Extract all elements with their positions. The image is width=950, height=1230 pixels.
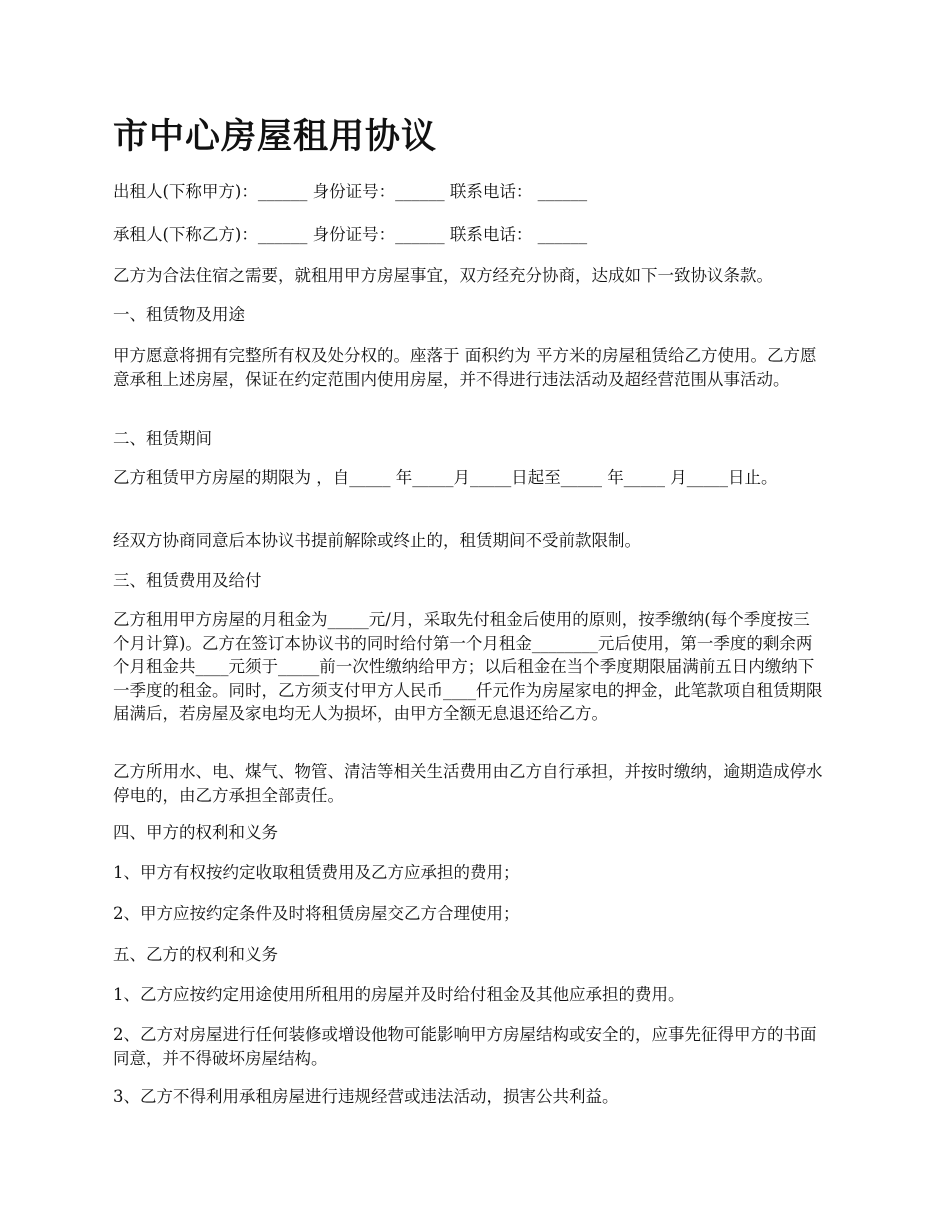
section-heading-1: 一、租赁物及用途 xyxy=(113,305,245,324)
lessor-right-1: 1、甲方有权按约定收取租赁费用及乙方应承担的费用； xyxy=(113,863,520,882)
rent-payment-paragraph: 乙方租用甲方房屋的月租金为_____元/月，采取先付租金后使用的原则，按季缴纳(每个季度按三个月计算)。乙方在签订本协议书的同时给付第一个月租金________元后使用，第一季度的剩余两个月租金共____元须于_____前一次性缴纳给甲方；以后租金在当个季度期限届满前五日内缴纳下一季度的租金。同时，乙方须支付甲方人民币____仟元作为房屋家电的押金，此笔款项自租赁期限届满后，若房屋及家电均无人为损坏，由甲方全额无息退还给乙方。 xyxy=(113,610,823,723)
lessor-right-2: 2、甲方应按约定条件及时将租赁房屋交乙方合理使用； xyxy=(113,904,520,923)
section-heading-2: 二、租赁期间 xyxy=(113,429,212,448)
document-title: 市中心房屋租用协议 xyxy=(113,116,438,157)
lessee-info-line: 承租人(下称乙方)：______ 身份证号：______ 联系电话： ______ xyxy=(113,225,588,244)
section-heading-4: 四、甲方的权利和义务 xyxy=(113,823,278,842)
early-termination-paragraph: 经双方协商同意后本协议书提前解除或终止的，租赁期间不受前款限制。 xyxy=(113,531,641,550)
section-heading-5: 五、乙方的权利和义务 xyxy=(113,945,278,964)
lessee-obligation-3: 3、乙方不得利用承租房屋进行违规经营或违法活动，损害公共利益。 xyxy=(113,1087,619,1106)
section-1-paragraph: 甲方愿意将拥有完整所有权及处分权的。座落于 面积约为 平方米的房屋租赁给乙方使用。乙方愿意承租上述房屋，保证在约定范围内使用房屋，并不得进行违法活动及超经营范围从事活动。 xyxy=(113,346,817,389)
utilities-paragraph: 乙方所用水、电、煤气、物管、清洁等相关生活费用由乙方自行承担，并按时缴纳，逾期造成停水停电的，由乙方承担全部责任。 xyxy=(113,762,823,805)
lessee-obligation-1: 1、乙方应按约定用途使用所租用的房屋并及时给付租金及其他应承担的费用。 xyxy=(113,985,685,1004)
lessee-obligation-2: 2、乙方对房屋进行任何装修或增设他物可能影响甲方房屋结构或安全的，应事先征得甲方的书面同意，并不得破坏房屋结构。 xyxy=(113,1025,817,1068)
section-heading-3: 三、租赁费用及给付 xyxy=(113,571,262,590)
preamble-paragraph: 乙方为合法住宿之需要，就租用甲方房屋事宜，双方经充分协商，达成如下一致协议条款。 xyxy=(113,266,773,285)
lessor-info-line: 出租人(下称甲方)：______ 身份证号：______ 联系电话： ______ xyxy=(113,182,588,201)
lease-term-paragraph: 乙方租赁甲方房屋的期限为 ，自_____ 年_____月_____日起至_____ 年_____ 月_____日止。 xyxy=(113,468,778,487)
